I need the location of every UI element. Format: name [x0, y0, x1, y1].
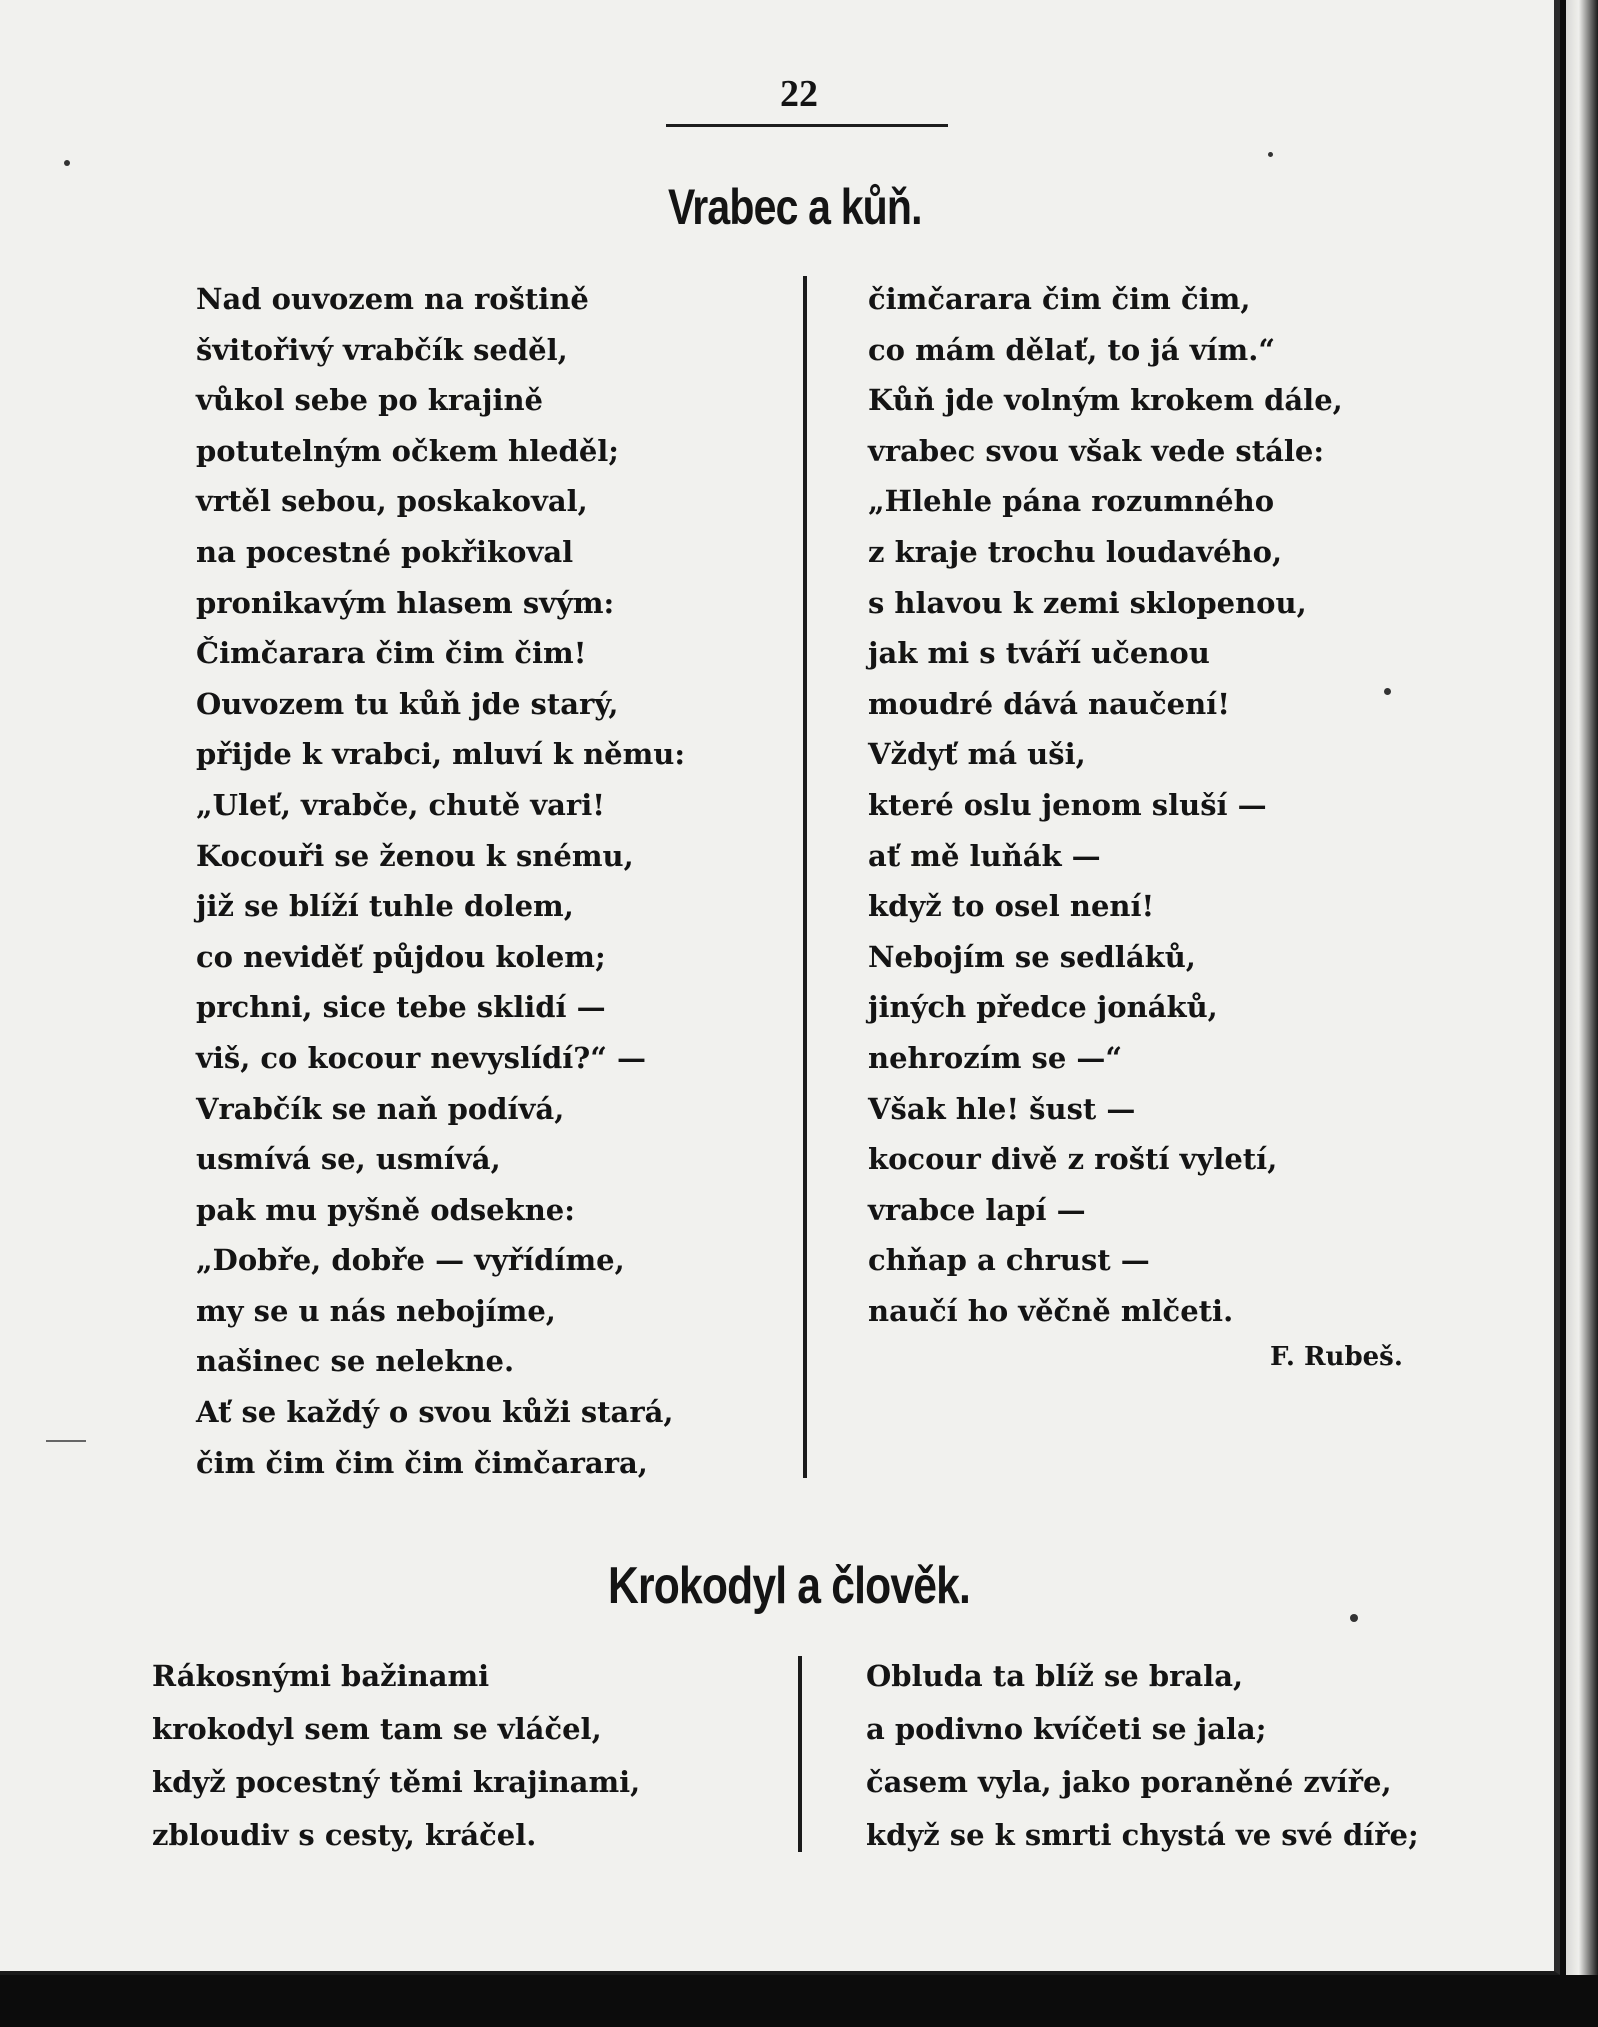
verse-line: co mám dělať, to já vím.“	[868, 332, 1276, 367]
verse-line: ať mě luňák —	[868, 838, 1101, 873]
verse-line: Kocouři se ženou k snému,	[196, 838, 634, 873]
verse-line: časem vyla, jako poraněné zvíře,	[866, 1765, 1392, 1799]
scan-mark	[46, 1440, 86, 1442]
scan-speck	[1350, 1614, 1358, 1622]
verse-line: moudré dává naučení!	[868, 686, 1230, 721]
verse-line: Vždyť má uši,	[868, 737, 1086, 772]
verse-line: „Hlehle pána rozumného	[868, 484, 1275, 519]
verse-line: Kůň jde volným krokem dále,	[868, 383, 1343, 418]
verse-line: potutelným očkem hleděl;	[196, 433, 620, 468]
verse-line: my se u nás nebojíme,	[196, 1293, 556, 1328]
verse-line: přijde k vrabci, mluví k němu:	[196, 737, 686, 772]
scan-speck	[1268, 152, 1273, 157]
verse-line: Ouvozem tu kůň jde starý,	[196, 686, 619, 721]
verse-line: kocour divě z roští vyletí,	[868, 1142, 1278, 1177]
poem2-title: Krokodyl a člověk.	[608, 1557, 971, 1615]
page-edge-shadow	[1566, 0, 1598, 2027]
verse-line: jiných předce jonáků,	[868, 990, 1218, 1025]
verse-line: viš, co kocour nevyslídí?“ —	[196, 1040, 647, 1075]
verse-line: vrtěl sebou, poskakoval,	[196, 484, 588, 519]
poem2-right-column	[866, 1650, 1419, 1862]
verse-line: Však hle! šust —	[868, 1091, 1136, 1126]
verse-line: vrabce lapí —	[868, 1192, 1086, 1227]
verse-line: pak mu pyšně odsekne:	[196, 1192, 575, 1227]
verse-line: Ať se každý o svou kůži stará,	[196, 1395, 674, 1430]
verse-line: s hlavou k zemi sklopenou,	[868, 585, 1307, 620]
verse-line: našinec se nelekne.	[196, 1344, 515, 1379]
verse-line: a podivno kvíčeti se jala;	[866, 1712, 1267, 1746]
verse-line: Nad ouvozem na roštině	[196, 282, 589, 316]
verse-line: již se blíží tuhle dolem,	[196, 889, 574, 924]
verse-line: Čimčarara čim čim čim!	[196, 636, 587, 671]
verse-line: Vrabčík se naň podívá,	[196, 1091, 565, 1126]
verse-line: zbloudiv s cesty, kráčel.	[152, 1818, 537, 1852]
scan-speck	[1384, 688, 1391, 695]
verse-line: když pocestný těmi krajinami,	[152, 1765, 641, 1799]
poem1-right-column	[868, 274, 1343, 1336]
verse-line: které oslu jenom sluší —	[868, 787, 1267, 822]
page-number: 22	[780, 73, 818, 115]
verse-line: vůkol sebe po krajině	[196, 383, 544, 418]
poem2-column-divider	[798, 1656, 802, 1852]
page-number-rule	[666, 124, 948, 127]
verse-line: chňap a chrust —	[868, 1243, 1150, 1278]
verse-line: švitořivý vrabčík seděl,	[196, 332, 568, 367]
verse-line: „Dobře, dobře — vyřídíme,	[196, 1243, 625, 1278]
verse-line: co neviděť půjdou kolem;	[196, 939, 606, 974]
verse-line: z kraje trochu loudavého,	[868, 534, 1283, 569]
verse-line: vrabec svou však vede stále:	[868, 433, 1325, 468]
verse-line: usmívá se, usmívá,	[196, 1142, 501, 1177]
verse-line: čimčarara čim čim čim,	[868, 282, 1251, 316]
poem2-left-column	[152, 1650, 640, 1862]
verse-line: jak mi s tváří učenou	[868, 636, 1210, 671]
verse-line: čim čim čim čim čimčarara,	[196, 1445, 648, 1480]
verse-line: nehrozím se —“	[868, 1040, 1123, 1075]
verse-line: prchni, sice tebe sklidí —	[196, 990, 606, 1025]
poem1-title: Vrabec a kůň.	[668, 179, 922, 235]
verse-line: když to osel není!	[868, 889, 1155, 924]
verse-line: Rákosnými bažinami	[152, 1659, 490, 1693]
poem1-column-divider	[803, 276, 807, 1478]
verse-line: krokodyl sem tam se vláčel,	[152, 1712, 602, 1746]
verse-line: „Uleť, vrabče, chutě vari!	[196, 787, 605, 822]
verse-line: Nebojím se sedláků,	[868, 939, 1196, 974]
poem1-signature: F. Rubeš.	[1270, 1342, 1403, 1372]
poem1-left-column	[196, 274, 685, 1488]
verse-line: pronikavým hlasem svým:	[196, 585, 615, 620]
scan-bottom-border	[0, 1975, 1598, 2027]
verse-line: na pocestné pokřikoval	[196, 534, 574, 569]
verse-line: Obluda ta blíž se brala,	[866, 1659, 1244, 1693]
verse-line: naučí ho věčně mlčeti.	[868, 1293, 1234, 1328]
scan-speck	[64, 160, 70, 166]
verse-line: když se k smrti chystá ve své díře;	[866, 1818, 1419, 1852]
